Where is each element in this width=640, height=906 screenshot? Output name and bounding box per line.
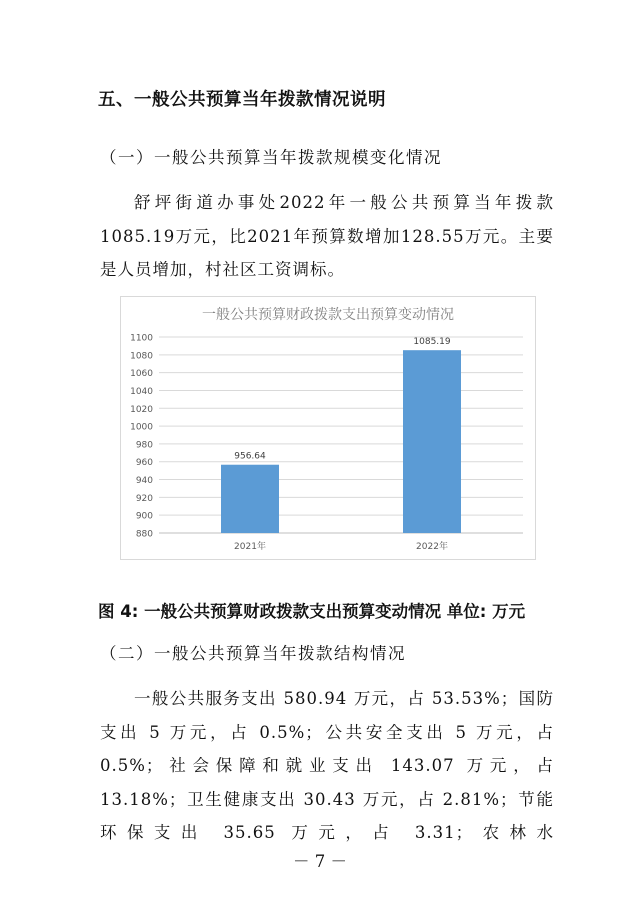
y-tick-label: 1100 xyxy=(130,333,153,344)
y-tick-label: 1040 xyxy=(130,386,153,397)
x-tick-label: 2022年 xyxy=(416,542,448,552)
budget-change-chart xyxy=(120,296,536,560)
y-tick-label: 940 xyxy=(135,476,153,487)
y-tick-label: 1060 xyxy=(130,369,153,380)
y-tick-label: 920 xyxy=(135,493,153,504)
figure-caption: 图 4: 一般公共预算财政拨款支出预算变动情况 单位: 万元 xyxy=(98,602,526,621)
paragraph-structure: 一般公共服务支出 580.94 万元，占 53.53%；国防支出 5 万元，占 0.5%；公共安全支出 5 万元，占 0.5%；社会保障和就业支出 143.07 万元，占 13.18%；卫生健康支出 30.43 万元，占 2.81%；节能环保支出 35.65 万元，占 3.31；农林水 xyxy=(100,689,554,842)
y-tick-label: 1000 xyxy=(130,422,153,433)
y-tick-label: 1020 xyxy=(130,404,153,415)
subheading-scale-change: （一）一般公共预算当年拨款规模变化情况 xyxy=(100,148,442,167)
bar-value-label: 1085.19 xyxy=(413,337,451,348)
bar-value-label: 956.64 xyxy=(234,451,266,462)
page-number: － 7 － xyxy=(293,852,347,871)
y-tick-label: 960 xyxy=(135,458,153,469)
section-heading: 五、一般公共预算当年拨款情况说明 xyxy=(98,90,386,110)
paragraph-scale-change: 舒坪街道办事处2022年一般公共预算当年拨款1085.19万元，比2021年预算数增加128.55万元。主要是人员增加，村社区工资调标。 xyxy=(100,193,554,279)
chart-title: 一般公共预算财政拨款支出预算变动情况 xyxy=(202,307,454,323)
subheading-structure: （二）一般公共预算当年拨款结构情况 xyxy=(100,644,406,663)
y-tick-label: 900 xyxy=(135,511,153,522)
bar-2 xyxy=(403,350,461,533)
bar-chart-svg xyxy=(121,297,535,559)
x-tick-label: 2021年 xyxy=(234,542,266,552)
y-tick-label: 880 xyxy=(135,529,153,540)
y-tick-label: 1080 xyxy=(130,351,153,362)
y-tick-label: 980 xyxy=(135,440,153,451)
bar-1 xyxy=(221,465,279,533)
